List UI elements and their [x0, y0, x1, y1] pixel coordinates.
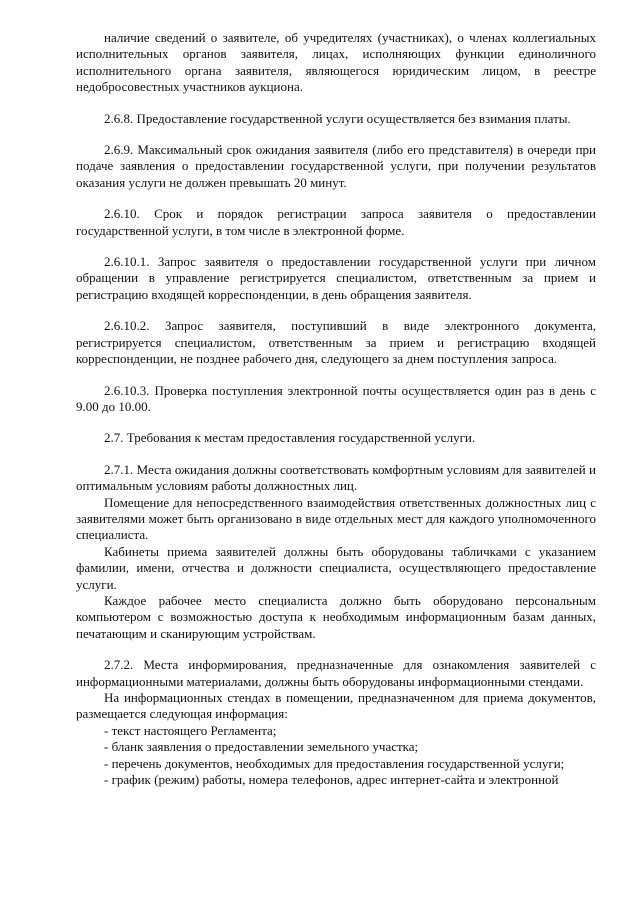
list-item: - график (режим) работы, номера телефонов, адрес интернет-сайта и электронной — [104, 772, 559, 788]
paragraph-2-6-10-1: 2.6.10.1. Запрос заявителя о предоставлении государственной услуги при личном обращении в управление регистрируется специалистом, ответственным за прием и регистрацию входящей корреспонденции, в день обращения заявителя. — [76, 254, 596, 302]
document-page — [76, 30, 596, 788]
list-item: - перечень документов, необходимых для предоставления государственной услуги; — [104, 755, 565, 771]
paragraph-2-6-8: 2.6.8. Предоставление государственной услуги осуществляется без взимания платы. — [104, 110, 571, 126]
paragraph-2-7: 2.7. Требования к местам предоставления государственной услуги. — [104, 430, 476, 446]
list-item: - бланк заявления о предоставлении земельного участка; — [104, 739, 419, 755]
paragraph-2-6-10-2: 2.6.10.2. Запрос заявителя, поступивший в виде электронного документа, регистрируется специалистом, ответственным за прием и регистрацию входящей корреспонденции, не позднее рабочего дня, следующего за днем поступления запроса. — [76, 318, 596, 367]
paragraph-2-6-10-3: 2.6.10.3. Проверка поступления электронной почты осуществляется один раз в день с 9.00 до 10.00. — [76, 382, 596, 414]
paragraph-2-6-9: 2.6.9. Максимальный срок ожидания заявителя (либо его представителя) в очереди при подаче заявления о предоставлении государственной услуги, при получении результатов оказания услуги не должен превышать 20 минут. — [76, 142, 596, 190]
paragraph-2-7-2: 2.7.2. Места информирования, предназначенные для ознакомления заявителей с информационными материалами, должны быть оборудованы информационными стендами. — [76, 657, 596, 689]
paragraph: Кабинеты приема заявителей должны быть оборудованы табличками с указанием фамилии, имени, отчества и должности специалиста, осуществляющего предоставление услуги. — [76, 543, 596, 592]
paragraph: наличие сведений о заявителе, об учредителях (участниках), о членах коллегиальных исполнительных органов заявителя, лицах, исполняющих функции единоличного исполнительного органа заявителя, являющегося юридическим лицом, в реестре недобросовестных участников аукциона. — [76, 30, 596, 95]
paragraph-2-6-10: 2.6.10. Срок и порядок регистрации запроса заявителя о предоставлении государственной услуги, в том числе в электронной форме. — [76, 206, 596, 238]
paragraph-2-7-1: 2.7.1. Места ожидания должны соответствовать комфортным условиям для заявителей и оптимальным условиям работы должностных лиц. — [76, 461, 596, 494]
paragraph: Помещение для непосредственного взаимодействия ответственных должностных лиц с заявителями может быть организовано в виде отдельных мест для каждого уполномоченного специалиста. — [76, 494, 596, 543]
list-item: - текст настоящего Регламента; — [104, 722, 277, 738]
paragraph: На информационных стендах в помещении, предназначенном для приема документов, размещается следующая информация: — [76, 690, 596, 722]
paragraph: Каждое рабочее место специалиста должно быть оборудовано персональным компьютером с возможностью доступа к необходимым информационным базам данных, печатающим и сканирующим устройствам. — [76, 592, 596, 641]
